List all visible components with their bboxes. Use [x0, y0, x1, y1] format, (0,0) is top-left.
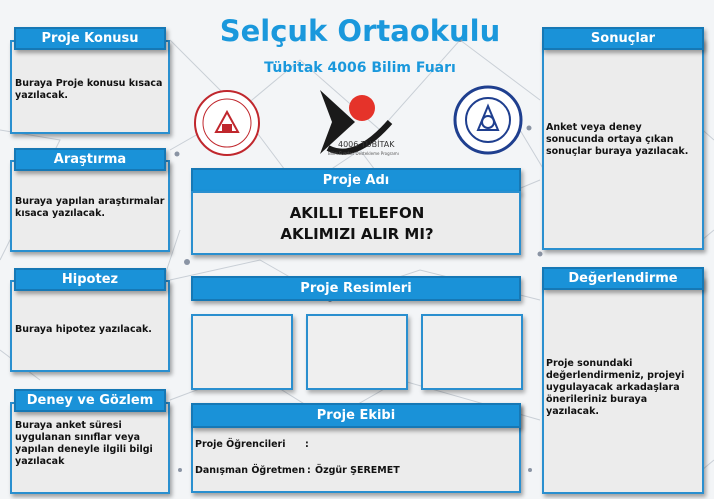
proje-ekibi-heading: Proje Ekibi	[191, 403, 521, 428]
deney-text: Buraya anket süresi uygulanan sınıflar veya yapılan deneyle ilgili bilgi yazılacak	[15, 420, 153, 467]
proje-konusu-text: Buraya Proje konusu kısaca yazılacak.	[15, 78, 163, 101]
students-label: Proje Öğrencileri	[195, 439, 286, 450]
arastirma-text: Buraya yapılan araştırmalar kısaca yazılacak.	[15, 196, 165, 219]
degerlendirme-heading: Değerlendirme	[542, 267, 704, 290]
poster-title: Selçuk Ortaokulu	[219, 14, 501, 48]
project-name	[192, 194, 522, 254]
arastirma-heading: Araştırma	[14, 148, 166, 171]
meb-logo	[192, 88, 262, 158]
tubitak-logo-subtext: Bilim Fuarları Destekleme Programı	[328, 151, 399, 156]
students-separator: :	[305, 439, 309, 450]
project-name-line-2: AKLIMIZI ALIR MI?	[280, 225, 434, 243]
tubitak-logo-text: 4006 TÜBİTAK	[338, 140, 395, 149]
poster-subtitle: Tübitak 4006 Bilim Fuarı	[264, 60, 456, 76]
project-image-2	[306, 314, 408, 390]
hipotez-heading: Hipotez	[14, 268, 166, 291]
sonuclar-text: Anket veya deney sonucunda ortaya çıkan sonuçlar buraya yazılacak.	[546, 122, 689, 157]
advisor-separator: :	[307, 465, 311, 476]
deney-heading: Deney ve Gözlem	[14, 389, 166, 412]
advisor-name: Özgür ŞEREMET	[315, 465, 400, 476]
advisor-label: Danışman Öğretmen	[195, 465, 306, 476]
school-logo	[452, 84, 524, 156]
project-image-1	[191, 314, 293, 390]
project-name-line-1: AKILLI TELEFON	[289, 204, 425, 222]
sonuclar-heading: Sonuçlar	[542, 27, 704, 50]
degerlendirme-text: Proje sonundaki değerlendirmeniz, projeyi uygulayacak arkadaşlara önerileriniz buraya yazılacak.	[546, 358, 685, 417]
project-image-3	[421, 314, 523, 390]
hipotez-text: Buraya hipotez yazılacak.	[15, 324, 152, 335]
proje-konusu-heading: Proje Konusu	[14, 27, 166, 50]
proje-resimleri-heading: Proje Resimleri	[191, 276, 521, 301]
proje-adi-heading: Proje Adı	[191, 168, 521, 193]
